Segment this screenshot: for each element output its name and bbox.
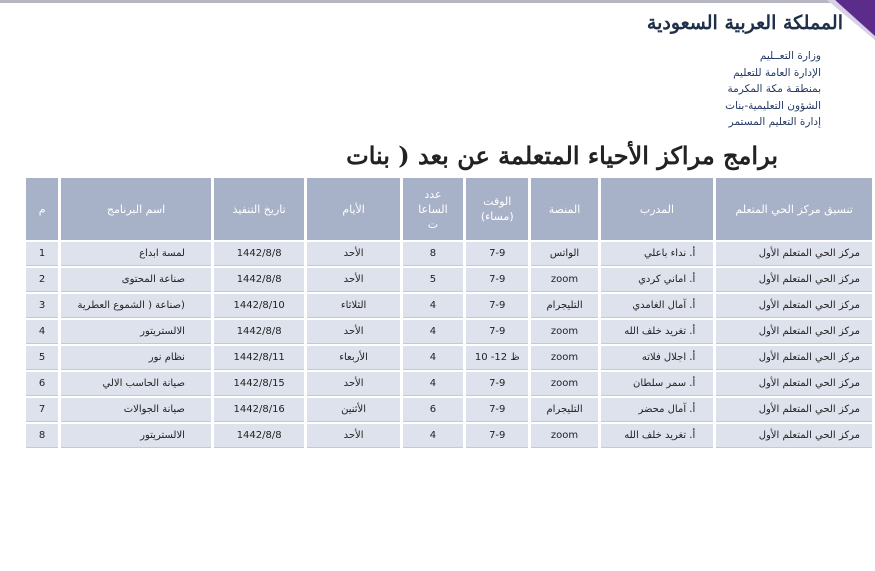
header-platform: المنصة <box>531 178 597 240</box>
table-row <box>26 242 872 266</box>
top-divider <box>0 0 835 3</box>
cell-time: 7-9 <box>466 372 528 396</box>
cell-coordinator: مركز الحي المتعلم الأول <box>716 424 872 448</box>
header-line-ministry: وزارة التعــليم <box>759 50 821 62</box>
cell-num: 3 <box>26 294 58 318</box>
cell-days: الثلاثاء <box>307 294 399 318</box>
cell-time: ظ 12- 10 <box>466 346 528 370</box>
header-hours <box>403 178 463 240</box>
cell-trainer: أ. تغريد خلف الله <box>601 424 714 448</box>
cell-platform: zoom <box>531 320 597 344</box>
header-program: اسم البرنامج <box>61 178 211 240</box>
header-time <box>466 178 528 240</box>
cell-trainer: أ. آمال محضر <box>601 398 714 422</box>
kingdom-emblem-text: المملكة العربية السعودية <box>646 12 843 34</box>
cell-hours: 4 <box>403 424 463 448</box>
cell-hours: 8 <box>403 242 463 266</box>
cell-hours: 4 <box>403 294 463 318</box>
cell-date: 1442/8/16 <box>214 398 304 422</box>
table-row <box>26 372 872 396</box>
cell-time: 7-9 <box>466 242 528 266</box>
cell-days: الأحد <box>307 424 399 448</box>
cell-days: الأحد <box>307 268 399 292</box>
table-row <box>26 424 872 448</box>
cell-coordinator: مركز الحي المتعلم الأول <box>716 242 872 266</box>
cell-num: 1 <box>26 242 58 266</box>
cell-num: 6 <box>26 372 58 396</box>
cell-days: الأثنين <box>307 398 399 422</box>
cell-trainer: أ. تغريد خلف الله <box>601 320 714 344</box>
cell-program: صناعة المحتوى <box>61 268 211 292</box>
cell-program: صيانة الحاسب الالي <box>61 372 211 396</box>
cell-hours: 6 <box>403 398 463 422</box>
cell-platform: zoom <box>531 372 597 396</box>
cell-coordinator: مركز الحي المتعلم الأول <box>716 398 872 422</box>
cell-date: 1442/8/8 <box>214 242 304 266</box>
document-title: برامج مراكز الأحياء المتعلمة عن بعد ( بنات <box>346 141 778 170</box>
header-line-affairs: الشؤون التعليمية-بنات <box>725 99 821 112</box>
cell-days: الأحد <box>307 320 399 344</box>
header-trainer: المدرب <box>601 178 714 240</box>
cell-program: الالستريتور <box>61 424 211 448</box>
cell-num: 8 <box>26 424 58 448</box>
header-line-department: إدارة التعليم المستمر <box>728 116 821 129</box>
cell-program: (صناعة ( الشموع العطرية <box>61 294 211 318</box>
cell-platform: التليجرام <box>531 398 597 422</box>
cell-time: 7-9 <box>466 424 528 448</box>
header-hours-line2: الساعا <box>418 202 448 216</box>
cell-hours: 4 <box>403 372 463 396</box>
cell-platform: zoom <box>531 346 597 370</box>
cell-time: 7-9 <box>466 294 528 318</box>
cell-days: الأحد <box>307 372 399 396</box>
table-row <box>26 320 872 344</box>
cell-hours: 4 <box>403 320 463 344</box>
cell-days: الأربعاء <box>307 346 399 370</box>
cell-trainer: أ. سمر سلطان <box>601 372 714 396</box>
cell-num: 5 <box>26 346 58 370</box>
cell-program: صيانة الجوالات <box>61 398 211 422</box>
cell-trainer: أ. اماني كردي <box>601 268 714 292</box>
cell-days: الأحد <box>307 242 399 266</box>
table-row <box>26 268 872 292</box>
cell-trainer: أ. نداء باعلي <box>601 242 714 266</box>
cell-num: 2 <box>26 268 58 292</box>
header-time-unit: (مساء) <box>480 210 514 223</box>
cell-coordinator: مركز الحي المتعلم الأول <box>716 372 872 396</box>
cell-coordinator: مركز الحي المتعلم الأول <box>716 294 872 318</box>
cell-date: 1442/8/15 <box>214 372 304 396</box>
cell-num: 7 <box>26 398 58 422</box>
table-row <box>26 346 872 370</box>
cell-platform: التليجرام <box>531 294 597 318</box>
cell-platform: zoom <box>531 268 597 292</box>
header-hours-line1: عدد <box>424 187 442 201</box>
header-time-label: الوقت <box>483 195 512 208</box>
cell-program: الالستريتور <box>61 320 211 344</box>
header-date: تاريخ التنفيذ <box>214 178 304 240</box>
header-days: الأيام <box>307 178 399 240</box>
cell-coordinator: مركز الحي المتعلم الأول <box>716 268 872 292</box>
cell-time: 7-9 <box>466 320 528 344</box>
cell-program: لمسة ابداع <box>61 242 211 266</box>
header-num: م <box>26 178 58 240</box>
cell-coordinator: مركز الحي المتعلم الأول <box>716 320 872 344</box>
cell-date: 1442/8/11 <box>214 346 304 370</box>
cell-platform: zoom <box>531 424 597 448</box>
cell-platform: الواتس <box>531 242 597 266</box>
cell-time: 7-9 <box>466 268 528 292</box>
table-row <box>26 294 872 318</box>
cell-date: 1442/8/10 <box>214 294 304 318</box>
cell-num: 4 <box>26 320 58 344</box>
cell-date: 1442/8/8 <box>214 320 304 344</box>
cell-coordinator: مركز الحي المتعلم الأول <box>716 346 872 370</box>
ministry-header <box>601 48 821 131</box>
header-line-region: بمنطقـة مكة المكرمة <box>727 83 821 96</box>
table-header-row <box>26 178 872 240</box>
cell-date: 1442/8/8 <box>214 268 304 292</box>
cell-hours: 5 <box>403 268 463 292</box>
cell-time: 7-9 <box>466 398 528 422</box>
header-line-general-admin: الإدارة العامة للتعليم <box>733 66 821 79</box>
cell-program: نظام نور <box>61 346 211 370</box>
cell-trainer: أ. اجلال فلاته <box>601 346 714 370</box>
header-coordinator: تنسيق مركز الحي المتعلم <box>716 178 872 240</box>
cell-trainer: أ. آمال الغامدي <box>601 294 714 318</box>
cell-date: 1442/8/8 <box>214 424 304 448</box>
header-hours-line3: ت <box>427 217 439 231</box>
table-row <box>26 398 872 422</box>
cell-hours: 4 <box>403 346 463 370</box>
programs-table <box>23 176 875 450</box>
